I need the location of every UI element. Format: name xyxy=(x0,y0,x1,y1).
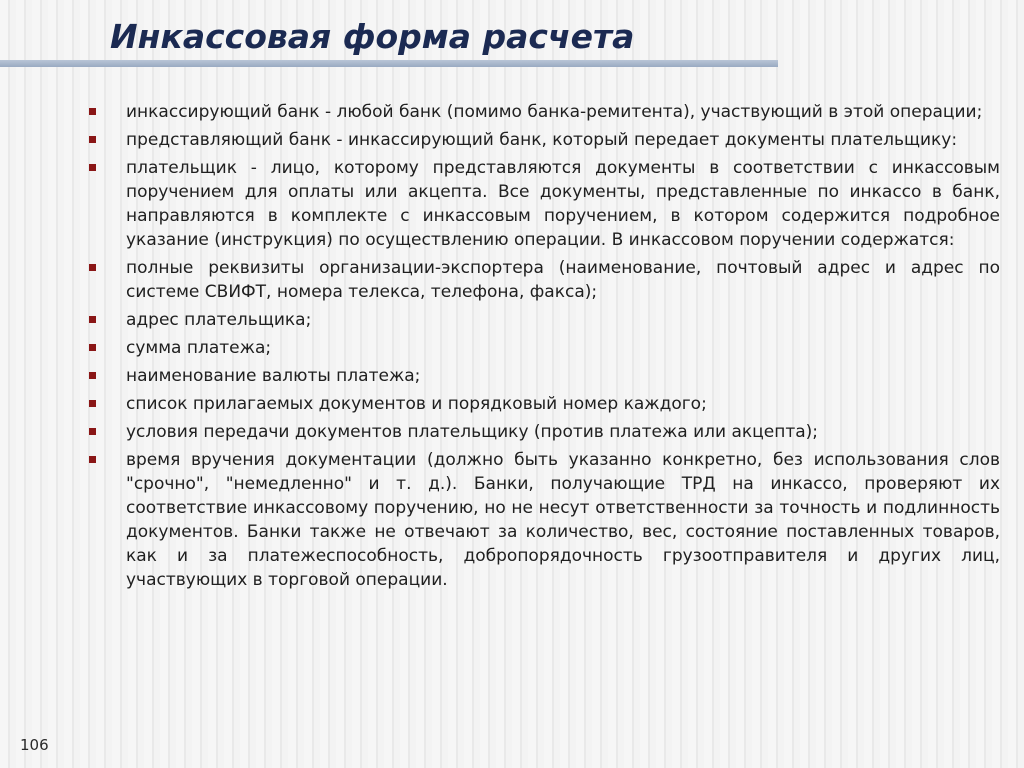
page-number: 106 xyxy=(20,736,49,754)
square-bullet-icon xyxy=(89,136,96,143)
square-bullet-icon xyxy=(89,428,96,435)
bullet-text: инкассирующий банк - любой банк (помимо банка-ремитента), участвующий в этой операции; xyxy=(126,102,983,122)
list-item xyxy=(89,308,1000,332)
square-bullet-icon xyxy=(89,108,96,115)
bullet-text: представляющий банк - инкассирующий банк, который передает документы плательщику: xyxy=(126,130,958,150)
bullet-text: список прилагаемых документов и порядковый номер каждого; xyxy=(126,394,707,414)
square-bullet-icon xyxy=(89,164,96,171)
bullet-text: сумма платежа; xyxy=(126,338,272,358)
square-bullet-icon xyxy=(89,456,96,463)
bullet-list xyxy=(89,100,1000,596)
square-bullet-icon xyxy=(89,400,96,407)
title-underline xyxy=(0,60,778,67)
bullet-text: адрес плательщика; xyxy=(126,310,312,330)
list-item xyxy=(89,336,1000,360)
bullet-text: полные реквизиты организации-экспортера (наименование, почтовый адрес и адрес по системе СВИФТ, номера телекса, телефона, факса); xyxy=(126,258,1000,302)
bullet-text: плательщик - лицо, которому представляются документы в соответствии с инкассовым поручением для оплаты или акцепта. Все документы, представленные по инкассо в банк, направляются в комплекте с инкассовым поручением, в котором содержится подробное указание (инструкция) по осуществлению операции. В инкассовом поручении содержатся: xyxy=(126,158,1000,250)
slide-title: Инкассовая форма расчета xyxy=(110,17,635,56)
bullet-text: время вручения документации (должно быть указанно конкретно, без использования слов "срочно", "немедленно" и т. д.). Банки, получающие ТРД на инкассо, проверяют их соответствие инкассовому поручению, но не несут ответственности за точность и подлинность документов. Банки также не отвечают за количество, вес, состояние поставленных товаров, как и за платежеспособность, добропорядочность грузоотправителя и других лиц, участвующих в торговой операции. xyxy=(126,450,1000,590)
list-item xyxy=(89,128,1000,152)
square-bullet-icon xyxy=(89,372,96,379)
bullet-text: условия передачи документов плательщику (против платежа или акцепта); xyxy=(126,422,818,442)
list-item xyxy=(89,100,1000,124)
list-item xyxy=(89,256,1000,304)
square-bullet-icon xyxy=(89,264,96,271)
bullet-text: наименование валюты платежа; xyxy=(126,366,421,386)
square-bullet-icon xyxy=(89,316,96,323)
list-item xyxy=(89,156,1000,252)
square-bullet-icon xyxy=(89,344,96,351)
list-item xyxy=(89,364,1000,388)
list-item xyxy=(89,392,1000,416)
list-item xyxy=(89,420,1000,444)
list-item xyxy=(89,448,1000,592)
